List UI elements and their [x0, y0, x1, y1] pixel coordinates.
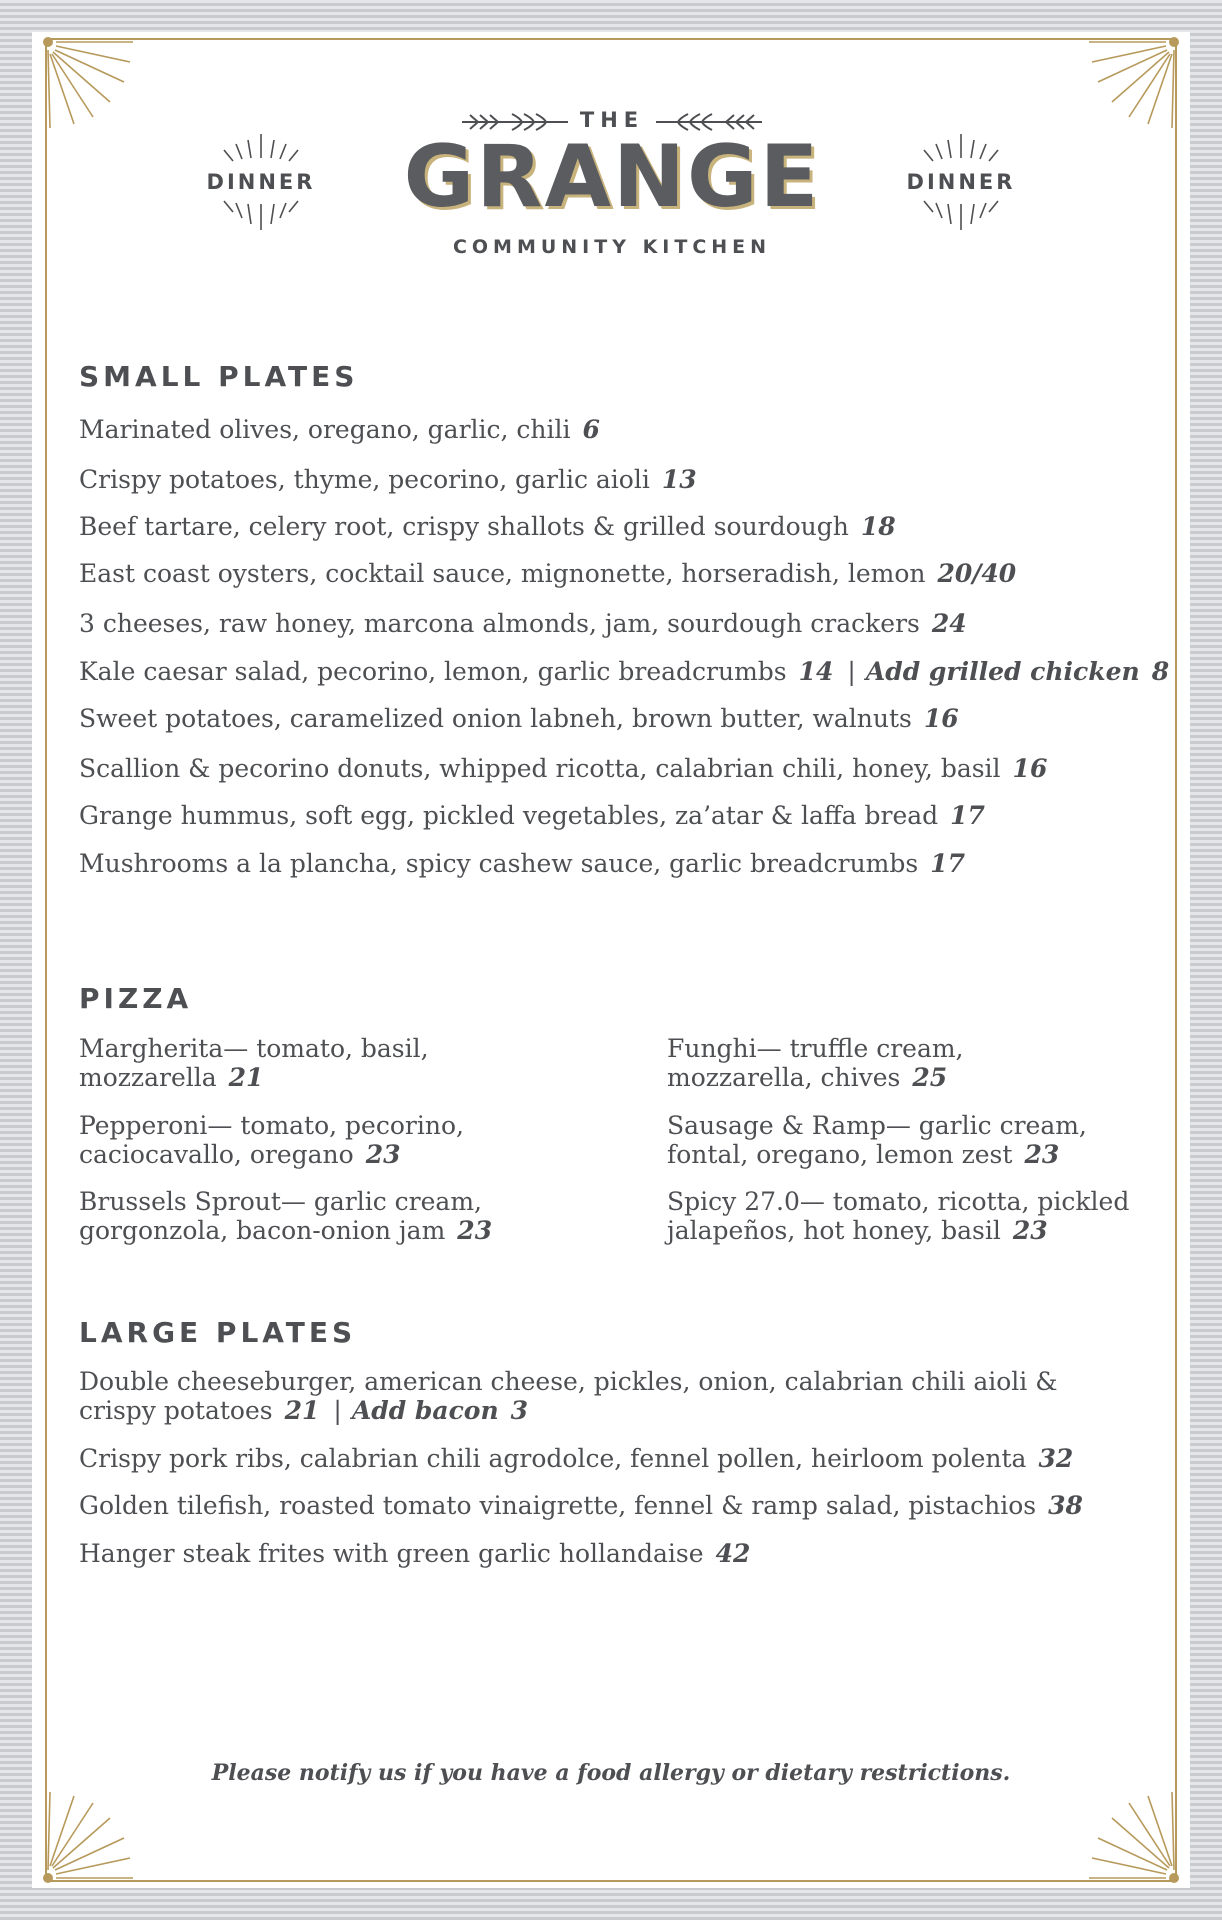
pizza-desc-line2: gorgonzola, bacon-onion jam: [79, 1216, 446, 1245]
item-name: Sweet potatoes, caramelized onion labneh, brown butter, walnuts: [79, 704, 912, 733]
addon-price: 3: [510, 1396, 529, 1425]
pizza-desc-line1: Pepperoni— tomato, pecorino,: [79, 1111, 464, 1140]
pizza-desc-line2: caciocavallo, oregano: [79, 1140, 354, 1169]
logo-subtitle: COMMUNITY KITCHEN: [452, 236, 772, 258]
pizza-item: [79, 1034, 619, 1092]
pizza-desc-line1: Spicy 27.0— tomato, ricotta, pickled: [667, 1187, 1130, 1216]
logo-name: GRANGE: [403, 127, 821, 227]
item-price: 21: [284, 1396, 320, 1425]
pizza-desc-line2: jalapeños, hot honey, basil: [667, 1216, 1001, 1245]
item-addon: Add bacon: [351, 1396, 499, 1425]
item-price: 24: [931, 609, 967, 638]
item-name: Crispy potatoes, thyme, pecorino, garlic aioli: [79, 465, 650, 494]
allergy-notice: Please notify us if you have a food allergy or dietary restrictions.: [211, 1760, 1011, 1786]
dinner-badge-left: [196, 130, 326, 240]
section-title-pizza: PIZZA: [79, 982, 193, 1015]
item-name: Kale caesar salad, pecorino, lemon, garlic breadcrumbs: [79, 657, 787, 686]
pizza-price: 23: [457, 1216, 493, 1245]
item-price: 14: [798, 657, 834, 686]
item-name: East coast oysters, cocktail sauce, mignonette, horseradish, lemon: [79, 559, 926, 588]
dinner-badge-right: [896, 130, 1026, 240]
item-price: 38: [1048, 1491, 1083, 1520]
pizza-price: 21: [228, 1063, 264, 1092]
item-price: 32: [1038, 1444, 1074, 1473]
item-name-line1: Double cheeseburger, american cheese, pickles, onion, calabrian chili aioli &: [79, 1367, 1058, 1396]
separator: |: [333, 1396, 342, 1425]
menu-item: [79, 559, 1016, 589]
item-price: 6: [582, 415, 600, 444]
item-price: 20/40: [937, 559, 1017, 588]
menu-item: [79, 801, 985, 831]
item-price: 17: [930, 849, 966, 878]
addon-price: 8: [1151, 657, 1170, 686]
item-price: 18: [860, 512, 896, 541]
pizza-price: 23: [1012, 1216, 1048, 1245]
pizza-desc-line1: Funghi— truffle cream,: [667, 1034, 964, 1063]
item-name: Mushrooms a la plancha, spicy cashew sauce, garlic breadcrumbs: [79, 849, 919, 878]
menu-item: [79, 609, 967, 639]
item-name: Golden tilefish, roasted tomato vinaigrette, fennel & ramp salad, pistachios: [79, 1491, 1037, 1520]
item-name: Hanger steak frites with green garlic hollandaise: [79, 1539, 704, 1568]
item-addon: Add grilled chicken: [865, 657, 1140, 686]
pizza-item: [667, 1034, 1207, 1092]
menu-item: [79, 1444, 1073, 1474]
menu-item: [79, 512, 896, 542]
item-name-line2: crispy potatoes: [79, 1396, 273, 1425]
pizza-desc-line1: Sausage & Ramp— garlic cream,: [667, 1111, 1087, 1140]
item-name: Grange hummus, soft egg, pickled vegetables, za’atar & laffa bread: [79, 801, 939, 830]
menu-item: [79, 849, 965, 879]
grange-logo: [392, 100, 832, 270]
pizza-desc-line2: mozzarella: [79, 1063, 217, 1092]
menu-item: [79, 1491, 1083, 1521]
pizza-desc-line2: mozzarella, chives: [667, 1063, 901, 1092]
pizza-price: 23: [1024, 1140, 1060, 1169]
pizza-price: 25: [912, 1063, 948, 1092]
pizza-desc-line1: Margherita— tomato, basil,: [79, 1034, 429, 1063]
menu-item: [79, 1367, 1139, 1425]
sunburst-ornament-bottom-left: [38, 1788, 138, 1888]
menu-item: [79, 754, 1047, 784]
item-name: Crispy pork ribs, calabrian chili agrodolce, fennel pollen, heirloom polenta: [79, 1444, 1027, 1473]
section-title-large-plates: LARGE PLATES: [79, 1316, 357, 1349]
pizza-price: 23: [365, 1140, 401, 1169]
gold-frame: [45, 38, 1177, 1882]
item-price: 17: [950, 801, 985, 830]
menu-item: [79, 704, 959, 734]
pizza-item: [667, 1111, 1207, 1169]
separator: |: [847, 657, 856, 686]
item-name: 3 cheeses, raw honey, marcona almonds, jam, sourdough crackers: [79, 609, 920, 638]
sunburst-ornament-top-right: [1084, 32, 1184, 132]
section-title-small-plates: SMALL PLATES: [79, 360, 359, 393]
item-price: 42: [715, 1539, 751, 1568]
menu-item: [79, 415, 600, 445]
item-name: Marinated olives, oregano, garlic, chili: [79, 415, 571, 444]
pizza-desc-line2: fontal, oregano, lemon zest: [667, 1140, 1013, 1169]
logo-the: THE: [579, 108, 645, 132]
pizza-item: [79, 1111, 619, 1169]
pizza-item: [79, 1187, 619, 1245]
dinner-label-right: DINNER: [906, 170, 1016, 194]
item-price: 13: [661, 465, 697, 494]
item-price: 16: [1012, 754, 1048, 783]
item-price: 16: [923, 704, 959, 733]
item-name: Scallion & pecorino donuts, whipped ricotta, calabrian chili, honey, basil: [79, 754, 1001, 783]
menu-item: [79, 1539, 750, 1569]
pizza-desc-line1: Brussels Sprout— garlic cream,: [79, 1187, 482, 1216]
menu-item: [79, 657, 1169, 687]
pizza-item: [667, 1187, 1207, 1245]
menu-item: [79, 465, 697, 495]
dinner-label-left: DINNER: [206, 170, 316, 194]
sunburst-ornament-bottom-right: [1084, 1788, 1184, 1888]
item-name: Beef tartare, celery root, crispy shallots & grilled sourdough: [79, 512, 849, 541]
sunburst-ornament-top-left: [38, 32, 138, 132]
